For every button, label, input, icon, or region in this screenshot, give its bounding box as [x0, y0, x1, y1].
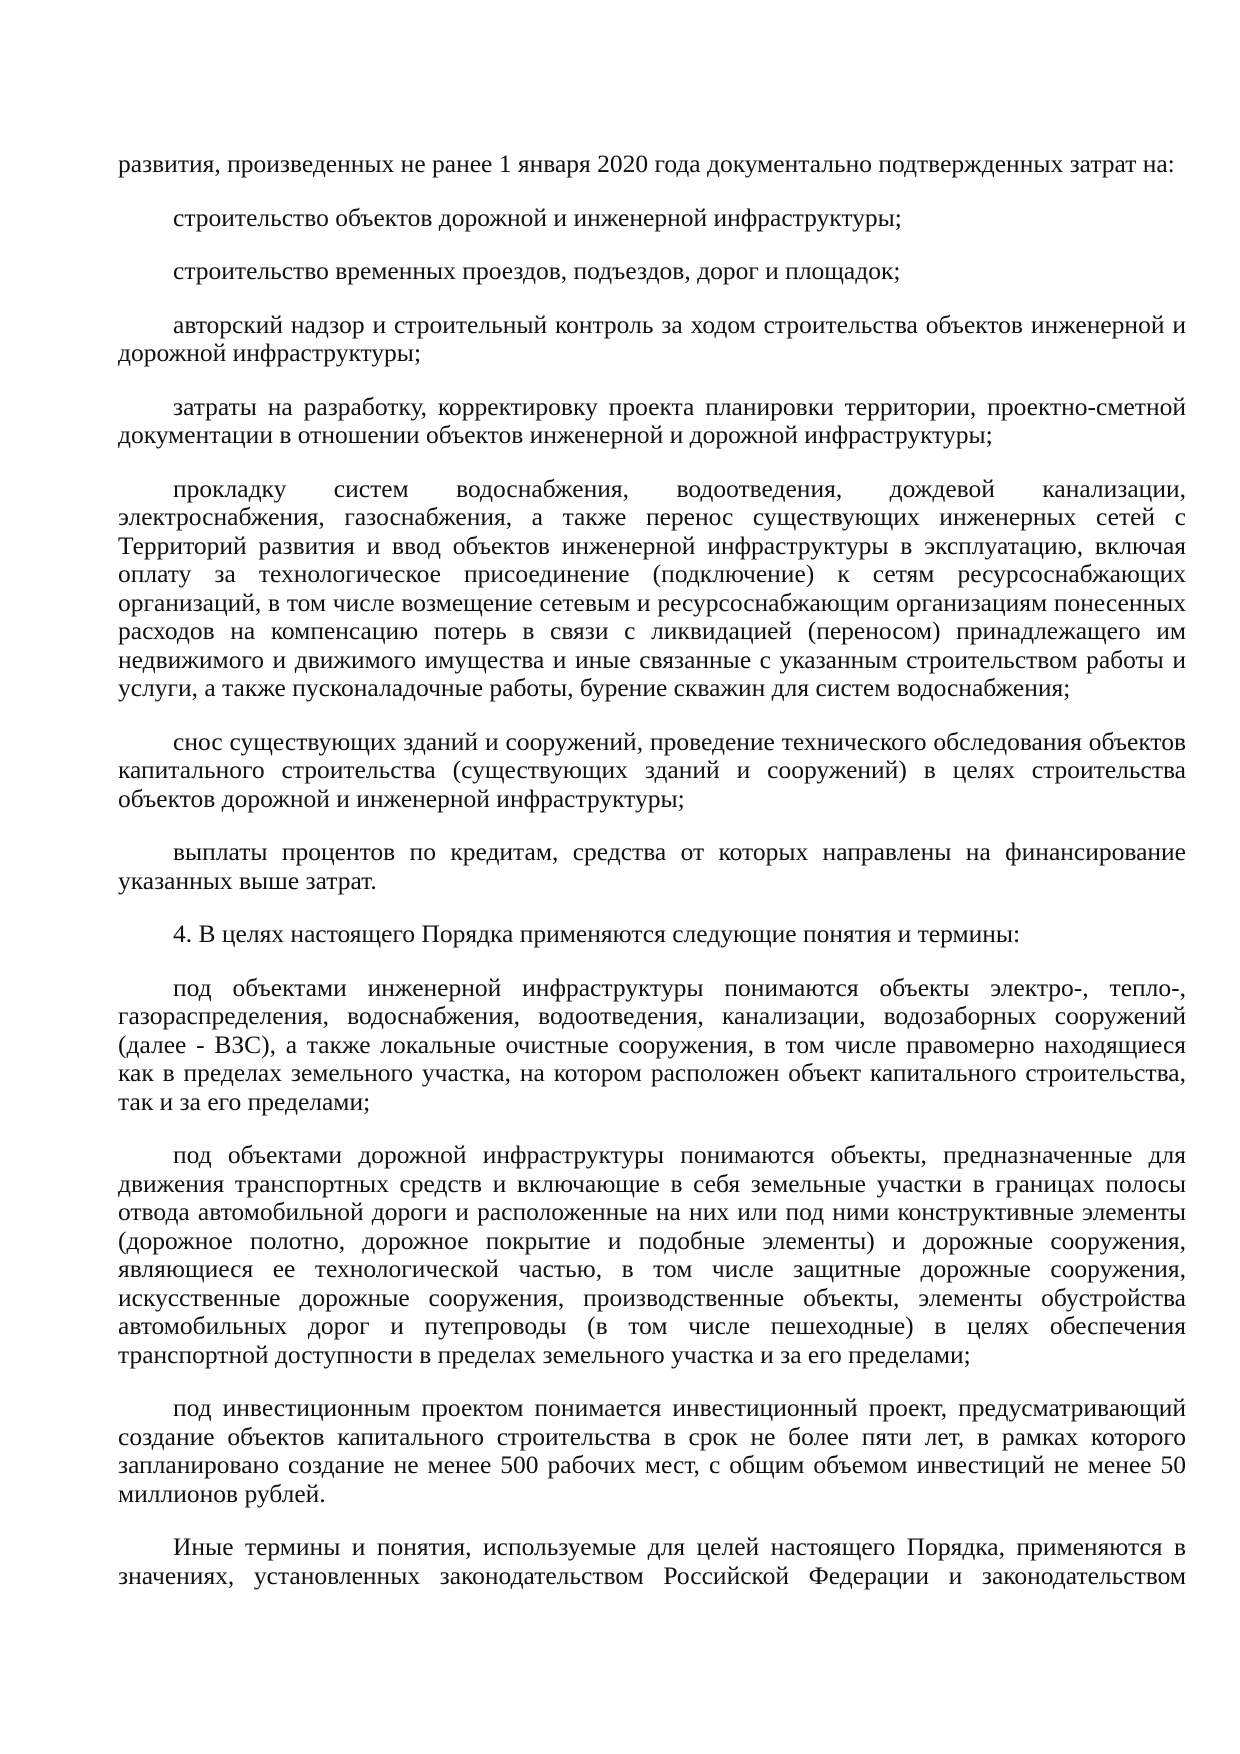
paragraph-utility-systems: прокладку систем водоснабжения, водоотведения, дождевой канализации, электроснабжения, газоснабжения, а также перенос существующих инженерных сетей с Территорий развития и ввод объектов инженерной инфраструктуры в эксплуатацию, включая оплату за технологическое присоединение (подключение) к сетям ресурсоснабжающих организаций, в том числе возмещение сетевым и ресурсоснабжающим организациям понесенных расходов на компенсацию потерь в связи с ликвидацией (переносом) принадлежащего им недвижимого и движимого имущества и иные связанные с указанным строительством работы и услуги, а также пусконаладочные работы, бурение скважин для систем водоснабжения; [118, 473, 1186, 702]
document-page [118, 150, 1186, 1615]
paragraph-section-4-heading: 4. В целях настоящего Порядка применяются следующие понятия и термины: [173, 919, 1021, 948]
paragraph-supervision: авторский надзор и строительный контроль за ходом строительства объектов инженерной и дорожной инфраструктуры; [118, 309, 1186, 367]
paragraph-design-costs: затраты на разработку, корректировку проекта планировки территории, проектно-сметной документации в отношении объектов инженерной и дорожной инфраструктуры; [118, 391, 1186, 449]
paragraph-demolition: снос существующих зданий и сооружений, проведение технического обследования объектов капитального строительства (существующих зданий и сооружений) в целях строительства объектов дорожной и инженерной инфраструктуры; [118, 726, 1186, 813]
paragraph-interest-payments: выплаты процентов по кредитам, средства от которых направлены на финансирование указанных выше затрат. [118, 837, 1186, 895]
paragraph-continuation: развития, произведенных не ранее 1 января 2020 года документально подтвержденных затрат на: [118, 149, 1175, 178]
paragraph-other-terms: Иные термины и понятия, используемые для целей настоящего Порядка, применяются в значениях, установленных законодательством Российской Федерации и законодательством [118, 1532, 1186, 1590]
paragraph-road-definition: под объектами дорожной инфраструктуры понимаются объекты, предназначенные для движения транспортных средств и включающие в себя земельные участки в границах полосы отвода автомобильной дороги и расположенные на них или под ними конструктивные элементы (дорожное полотно, дорожное покрытие и подобные элементы) и дорожные сооружения, являющиеся ее технологической частью, в том числе защитные дорожные сооружения, искусственные дорожные сооружения, производственные объекты, элементы обустройства автомобильных дорог и путепроводы (в том числе пешеходные) в целях обеспечения транспортной доступности в пределах земельного участка и за его пределами; [118, 1140, 1186, 1369]
paragraph-engineering-definition: под объектами инженерной инфраструктуры понимаются объекты электро-, тепло-, газораспределения, водоснабжения, водоотведения, канализации, водозаборных сооружений (далее - ВЗС), а также локальные очистные сооружения, в том числе правомерно находящиеся как в пределах земельного участка, на котором расположен объект капитального строительства, так и за его пределами; [118, 972, 1186, 1116]
paragraph-temporary-roads: строительство временных проездов, подъездов, дорог и площадок; [173, 256, 901, 285]
paragraph-road-infrastructure: строительство объектов дорожной и инженерной инфраструктуры; [173, 202, 902, 232]
paragraph-investment-project-definition: под инвестиционным проектом понимается инвестиционный проект, предусматривающий создание объектов капитального строительства в срок не более пяти лет, в рамках которого запланировано создание не менее 500 рабочих мест, с общим объемом инвестиций не менее 50 миллионов рублей. [118, 1393, 1186, 1508]
